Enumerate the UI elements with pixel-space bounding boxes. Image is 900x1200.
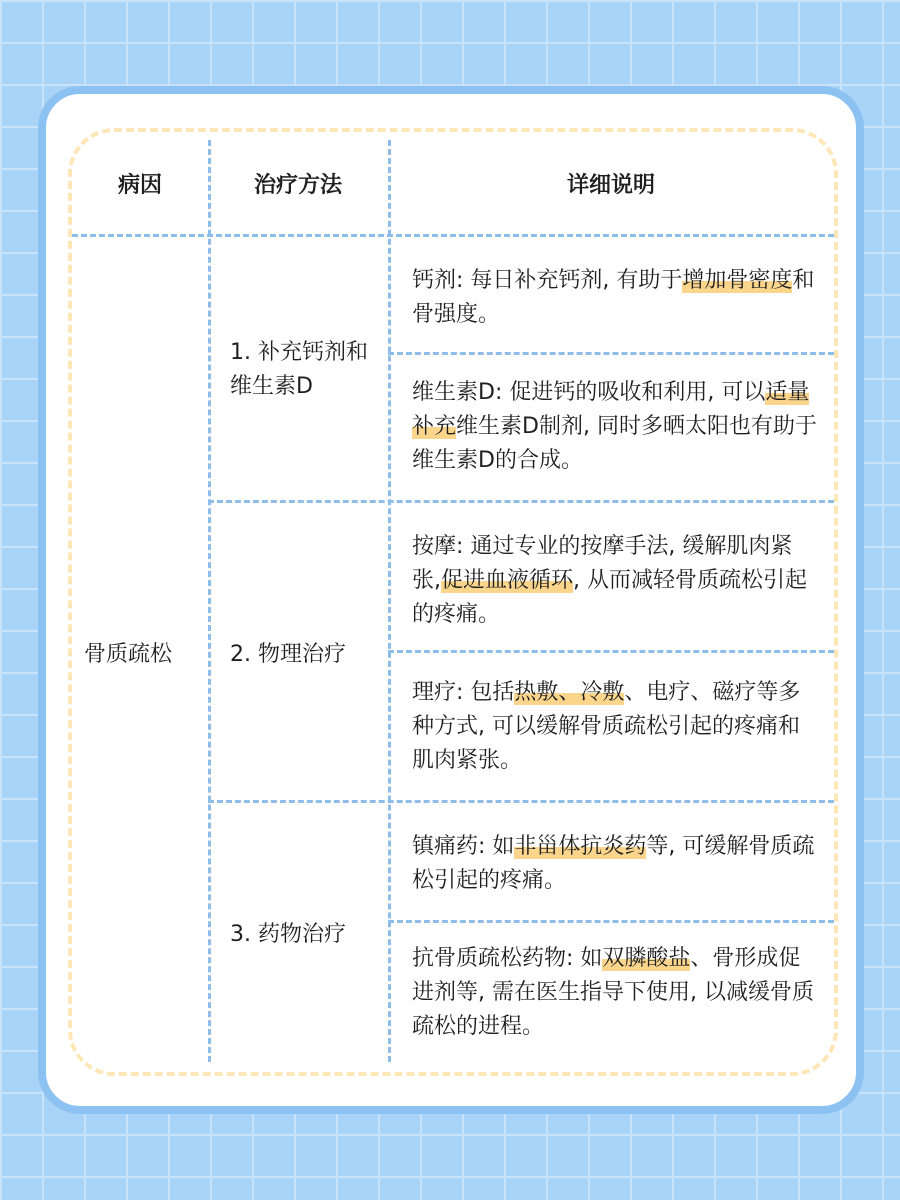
method-1: 1. 补充钙剂和维生素D: [230, 340, 368, 399]
sub-divider-3: [388, 920, 834, 923]
method-2: 2. 物理治疗: [230, 642, 346, 667]
method-3: 3. 药物治疗: [230, 922, 346, 947]
detail-painkiller: 镇痛药: 如非甾体抗炎药等, 可缓解骨质疏松引起的疼痛。: [412, 834, 815, 893]
detail-calcium: 钙剂: 每日补充钙剂, 有助于增加骨密度和骨强度。: [412, 268, 815, 327]
header-divider: [72, 234, 834, 237]
sub-divider-1: [388, 352, 834, 355]
highlight-nsaid: 非甾体抗炎药: [514, 834, 647, 859]
highlight-hot-cold: 热敷、冷敷: [514, 680, 625, 705]
header-detail: 详细说明: [566, 173, 655, 198]
row-divider-1: [208, 500, 834, 503]
sub-divider-2: [388, 650, 834, 653]
cause-cell: 骨质疏松: [84, 642, 173, 667]
highlight-supplement: 适量补充: [412, 380, 810, 439]
detail-physiotherapy: 理疗: 包括热敷、冷敷、电疗、磁疗等多种方式, 可以缓解骨质疏松引起的疼痛和肌肉紧张。: [412, 680, 801, 773]
header-method: 治疗方法: [253, 173, 342, 198]
row-divider-2: [208, 800, 834, 803]
detail-massage: 按摩: 通过专业的按摩手法, 缓解肌肉紧张,促进血液循环, 从而减轻骨质疏松引起的疼痛。: [412, 534, 808, 627]
highlight-circulation: 促进血液循环: [441, 568, 574, 593]
detail-anti-osteoporosis: 抗骨质疏松药物: 如双膦酸盐、骨形成促进剂等, 需在医生指导下使用, 以减缓骨质疏松的进程。: [412, 946, 814, 1039]
header-cause: 病因: [117, 173, 162, 198]
col-divider-1: [208, 140, 211, 1062]
highlight-bisphosphonate: 双膦酸盐: [602, 946, 691, 971]
col-divider-2: [388, 140, 391, 1062]
highlight-bone-density: 增加骨密度: [682, 268, 793, 293]
detail-vitamin-d: 维生素D: 促进钙的吸收和利用, 可以适量补充维生素D制剂, 同时多晒太阳也有助于维生素D的合成。: [412, 380, 817, 473]
